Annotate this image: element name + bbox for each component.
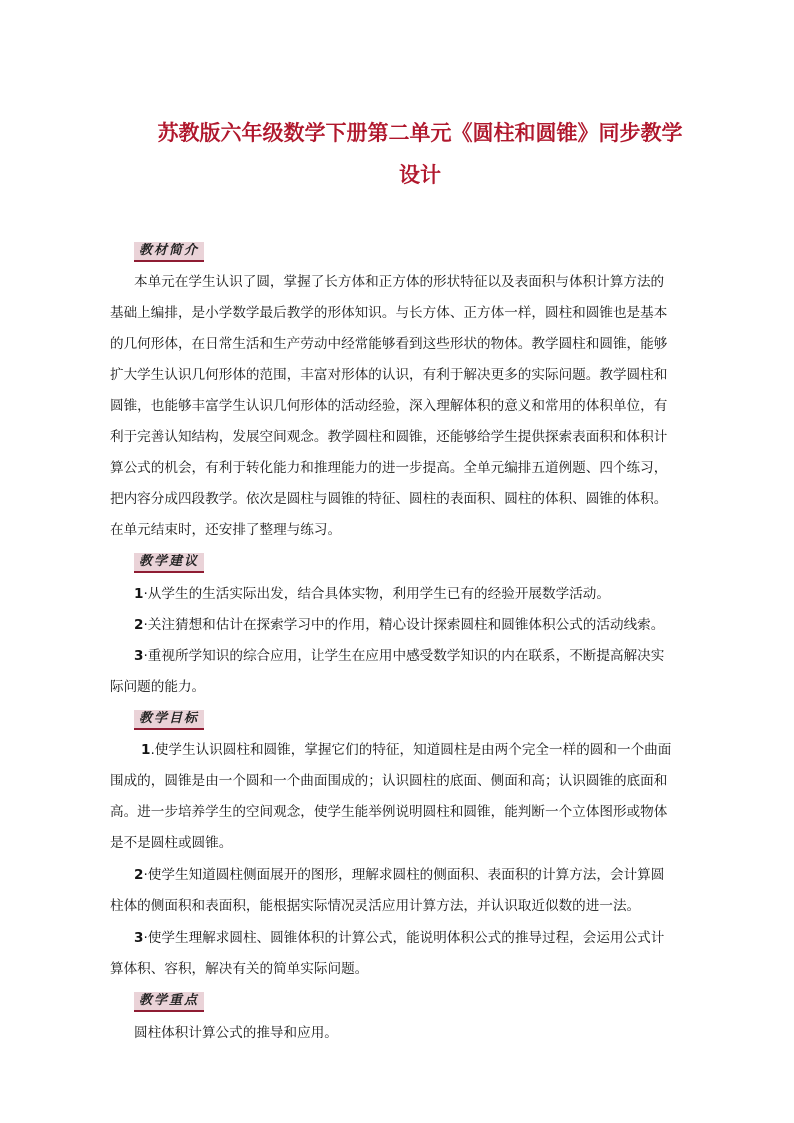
intro-line: 利于完善认知结构，发展空间观念。教学圆柱和圆锥，还能够给学生提供探索表面积和体积计 bbox=[110, 429, 668, 445]
suggestion-item bbox=[134, 585, 610, 603]
section-tag-key: 教学重点 bbox=[134, 992, 204, 1012]
intro-line: 基础上编排，是小学数学最后教学的形体知识。与长方体、正方体一样，圆柱和圆锥也是基本 bbox=[110, 305, 668, 321]
intro-line: 扩大学生认识几何形体的范围，丰富对形体的认识，有利于解决更多的实际问题。教学圆柱和 bbox=[110, 367, 668, 383]
intro-line: 算公式的机会，有利于转化能力和推理能力的进一步提高。全单元编排五道例题、四个练习， bbox=[110, 460, 668, 476]
intro-line: 的几何形体，在日常生活和生产劳动中经常能够看到这些形状的物体。教学圆柱和圆锥，能够 bbox=[110, 336, 668, 352]
section-tag-suggestions: 教学建议 bbox=[134, 553, 204, 573]
goal-continuation: 是不是圆柱或圆锥。 bbox=[110, 835, 233, 851]
item-text: ·重视所学知识的综合应用，让学生在应用中感受数学知识的内在联系，不断提高解决实 bbox=[143, 648, 665, 664]
item-number: 3 bbox=[134, 648, 144, 664]
goal-item bbox=[141, 741, 671, 759]
intro-line: 圆锥，也能够丰富学生认识几何形体的活动经验，深入理解体积的意义和常用的体积单位，有 bbox=[110, 398, 668, 414]
item-text: ·关注猜想和估计在探索学习中的作用，精心设计探索圆柱和圆锥体积公式的活动线索。 bbox=[143, 617, 665, 633]
item-number: 3 bbox=[134, 930, 144, 946]
section-tag-goals: 教学目标 bbox=[134, 710, 204, 730]
document-title-line-2: 设计 bbox=[399, 162, 441, 187]
suggestion-continuation: 际问题的能力。 bbox=[110, 679, 206, 695]
goal-continuation: 柱体的侧面积和表面积，能根据实际情况灵活应用计算方法，并认识取近似数的进一法。 bbox=[110, 898, 641, 914]
goal-continuation: 围成的，圆锥是由一个圆和一个曲面围成的；认识圆柱的底面、侧面和高；认识圆锥的底面和 bbox=[110, 773, 668, 789]
section-tag-intro: 教材简介 bbox=[134, 242, 204, 262]
item-text: ·使学生理解求圆柱、圆锥体积的计算公式，能说明体积公式的推导过程，会运用公式计 bbox=[143, 930, 665, 946]
intro-line: 在单元结束时，还安排了整理与练习。 bbox=[110, 522, 342, 538]
item-number: 1 bbox=[134, 586, 144, 602]
item-number: 1 bbox=[141, 742, 151, 758]
item-number: 2 bbox=[134, 867, 144, 883]
item-text: ·使学生知道圆柱侧面展开的图形，理解求圆柱的侧面积、表面积的计算方法，会计算圆 bbox=[143, 867, 665, 883]
goal-item bbox=[134, 929, 664, 947]
goal-item bbox=[134, 866, 664, 884]
item-text: ·从学生的生活实际出发，结合具体实物，利用学生已有的经验开展数学活动。 bbox=[143, 586, 610, 602]
goal-continuation: 高。进一步培养学生的空间观念，使学生能举例说明圆柱和圆锥，能判断一个立体图形或物体 bbox=[110, 804, 668, 820]
intro-line: 本单元在学生认识了圆，掌握了长方体和正方体的形状特征以及表面积与体积计算方法的 bbox=[134, 274, 665, 290]
goal-continuation: 算体积、容积，解决有关的简单实际问题。 bbox=[110, 961, 369, 977]
suggestion-item bbox=[134, 616, 664, 634]
suggestion-item bbox=[134, 647, 664, 665]
item-number: 2 bbox=[134, 617, 144, 633]
item-text: .使学生认识圆柱和圆锥，掌握它们的特征，知道圆柱是由两个完全一样的圆和一个曲面 bbox=[150, 742, 672, 758]
key-line: 圆柱体积计算公式的推导和应用。 bbox=[134, 1025, 338, 1041]
document-title-line-1: 苏教版六年级数学下册第二单元《圆柱和圆锥》同步教学 bbox=[157, 120, 683, 145]
intro-line: 把内容分成四段教学。依次是圆柱与圆锥的特征、圆柱的表面积、圆柱的体积、圆锥的体积。 bbox=[110, 491, 668, 507]
